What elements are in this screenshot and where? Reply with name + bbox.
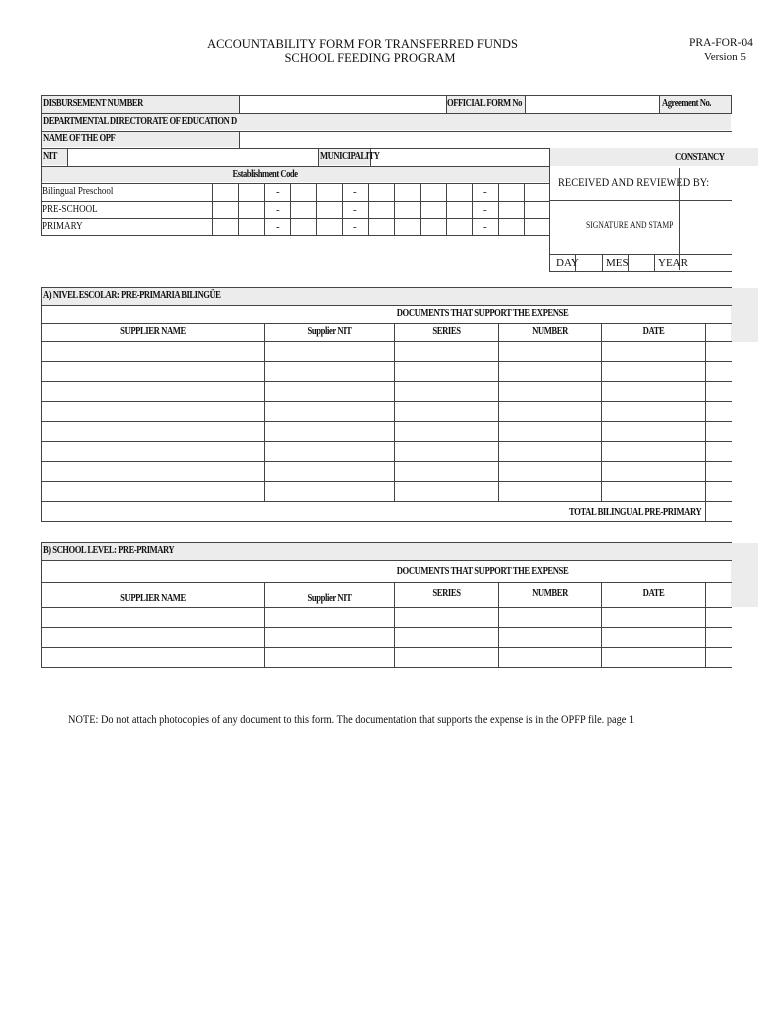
- col-date: DATE: [642, 326, 665, 337]
- day-label: DAY: [556, 257, 579, 269]
- departmental-directorate-label: DEPARTMENTAL DIRECTORATE OF EDUCATION D: [43, 116, 237, 127]
- table-row[interactable]: [42, 362, 731, 381]
- table-row[interactable]: [42, 402, 731, 421]
- table-row[interactable]: [42, 422, 731, 441]
- table-row[interactable]: [42, 342, 731, 361]
- table-row[interactable]: [42, 482, 731, 501]
- col-supplier-nit: Supplier NIT: [307, 593, 352, 604]
- level-bilingual-preschool: Bilingual Preschool: [42, 185, 114, 197]
- agreement-no-label: Agreement No.: [662, 98, 711, 109]
- code-separator: -: [483, 186, 487, 198]
- section-a-total-field[interactable]: [706, 502, 731, 521]
- establishment-code-grid: [41, 183, 550, 236]
- table-row[interactable]: [42, 462, 731, 481]
- name-of-opf-label: NAME OF THE OPF: [43, 133, 116, 144]
- section-b-title: B) SCHOOL LEVEL: PRE-PRIMARY: [43, 545, 175, 556]
- form-code: PRA-FOR-04: [689, 37, 753, 49]
- code-separator: -: [276, 204, 280, 216]
- form-title: ACCOUNTABILITY FORM FOR TRANSFERRED FUNDS: [207, 37, 518, 51]
- col-series: SERIES: [432, 588, 461, 599]
- col-series: SERIES: [432, 326, 461, 337]
- disbursement-number-label: DISBURSEMENT NUMBER: [43, 98, 143, 109]
- code-separator: -: [353, 221, 357, 233]
- col-supplier-name: SUPPLIER NAME: [120, 326, 186, 337]
- official-form-no-field[interactable]: [526, 96, 658, 113]
- col-date: DATE: [642, 588, 665, 599]
- year-label: YEAR: [658, 257, 688, 269]
- code-separator: -: [483, 221, 487, 233]
- official-form-no-label: OFFICIAL FORM No: [447, 98, 522, 109]
- col-supplier-nit: Supplier NIT: [307, 326, 352, 337]
- code-separator: -: [276, 221, 280, 233]
- section-a-docs-header: DOCUMENTS THAT SUPPORT THE EXPENSE: [396, 308, 569, 319]
- nit-field[interactable]: [68, 149, 317, 165]
- section-b-docs-header: DOCUMENTS THAT SUPPORT THE EXPENSE: [396, 566, 569, 577]
- signature-stamp-label: SIGNATURE AND STAMP: [586, 220, 674, 230]
- footer-note: NOTE: Do not attach photocopies of any document to this form. The documentation that supports the expense is in the OPFP file. page 1: [68, 712, 635, 726]
- establishment-code-label: Establishment Code: [232, 169, 298, 180]
- section-a-title: A) NIVEL ESCOLAR: PRE-PRIMARIA BILINGÜE: [43, 290, 221, 301]
- name-of-opf-field[interactable]: [240, 132, 730, 147]
- table-row[interactable]: [42, 382, 731, 401]
- level-primary: PRIMARY: [42, 220, 83, 232]
- nit-label: NIT: [43, 151, 57, 162]
- code-separator: -: [276, 186, 280, 198]
- col-supplier-name: SUPPLIER NAME: [120, 593, 186, 604]
- col-number: NUMBER: [532, 588, 568, 599]
- level-pre-school: PRE-SCHOOL: [42, 203, 98, 215]
- form-version: Version 5: [704, 51, 746, 63]
- section-a-total-label: TOTAL BILINGUAL PRE-PRIMARY: [569, 507, 702, 518]
- constancy-label: CONSTANCY: [675, 152, 725, 163]
- municipality-field[interactable]: [371, 149, 548, 165]
- table-row[interactable]: [42, 442, 731, 461]
- code-separator: -: [353, 186, 357, 198]
- disbursement-number-field[interactable]: [240, 96, 445, 113]
- municipality-label: MUNICIPALITY: [320, 151, 380, 162]
- table-row[interactable]: [42, 628, 731, 647]
- signature-area[interactable]: [551, 202, 731, 252]
- month-label: MES: [606, 257, 629, 269]
- code-separator: -: [353, 204, 357, 216]
- received-reviewed-label: RECEIVED AND REVIEWED BY:: [558, 177, 710, 189]
- table-row[interactable]: [42, 608, 731, 627]
- table-row[interactable]: [42, 648, 731, 667]
- col-number: NUMBER: [532, 326, 568, 337]
- form-subtitle: SCHOOL FEEDING PROGRAM: [284, 51, 456, 65]
- code-separator: -: [483, 204, 487, 216]
